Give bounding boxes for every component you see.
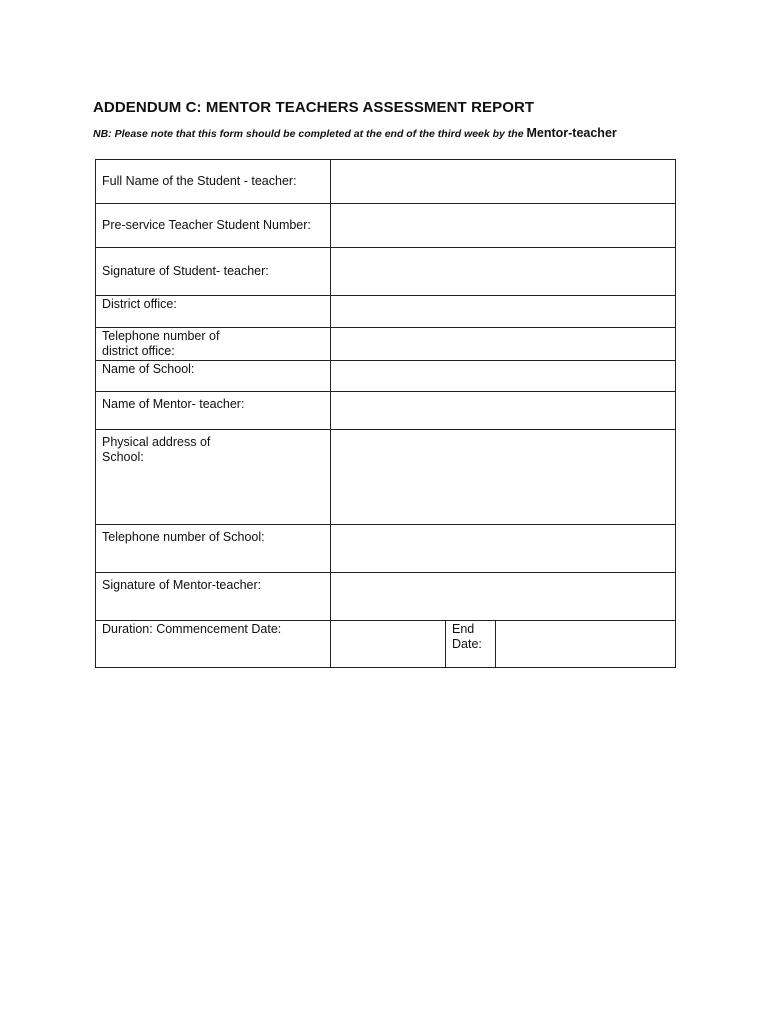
form-row-district-office [96,296,676,328]
district-telephone-field[interactable] [331,328,676,361]
form-row-full-name [96,160,676,204]
form-row-student-number [96,204,676,248]
field-label: Full Name of the Student - teacher: [96,160,331,204]
label-line: Telephone number of [102,329,220,343]
note-text: NB: Please note that this form should be completed at the end of the third week by the [93,128,527,140]
field-label: Duration: Commencement Date: [96,621,331,668]
full-name-field[interactable] [331,160,676,204]
end-date-field[interactable] [496,621,676,668]
school-address-field[interactable] [331,430,676,525]
form-row-district-telephone [96,328,676,361]
mentor-name-field[interactable] [331,392,676,430]
end-date-label [446,621,496,668]
field-label [96,430,331,525]
commencement-date-field[interactable] [331,621,446,668]
document-note [93,124,617,142]
form-row-mentor-name [96,392,676,430]
mentor-signature-field[interactable] [331,573,676,621]
form-row-school-name [96,361,676,392]
field-label: Signature of Mentor-teacher: [96,573,331,621]
field-label: Signature of Student- teacher: [96,248,331,296]
label-line: district office: [102,344,175,358]
label-line: End [452,622,475,636]
form-row-school-address [96,430,676,525]
label-line: School: [102,450,144,464]
label-line: Physical address of [102,435,211,449]
school-telephone-field[interactable] [331,525,676,573]
label-line: Date: [452,637,482,651]
form-row-school-telephone [96,525,676,573]
form-row-student-signature [96,248,676,296]
district-office-field[interactable] [331,296,676,328]
assessment-form-table [95,159,676,668]
field-label: Name of School: [96,361,331,392]
form-row-duration [96,621,676,668]
document-title: ADDENDUM C: MENTOR TEACHERS ASSESSMENT REPORT [93,99,535,116]
field-label: Telephone number of School: [96,525,331,573]
school-name-field[interactable] [331,361,676,392]
student-signature-field[interactable] [331,248,676,296]
field-label [96,328,331,361]
field-label: Name of Mentor- teacher: [96,392,331,430]
form-row-mentor-signature [96,573,676,621]
note-emphasis: Mentor-teacher [526,126,617,140]
field-label: Pre-service Teacher Student Number: [96,204,331,248]
student-number-field[interactable] [331,204,676,248]
field-label: District office: [96,296,331,328]
